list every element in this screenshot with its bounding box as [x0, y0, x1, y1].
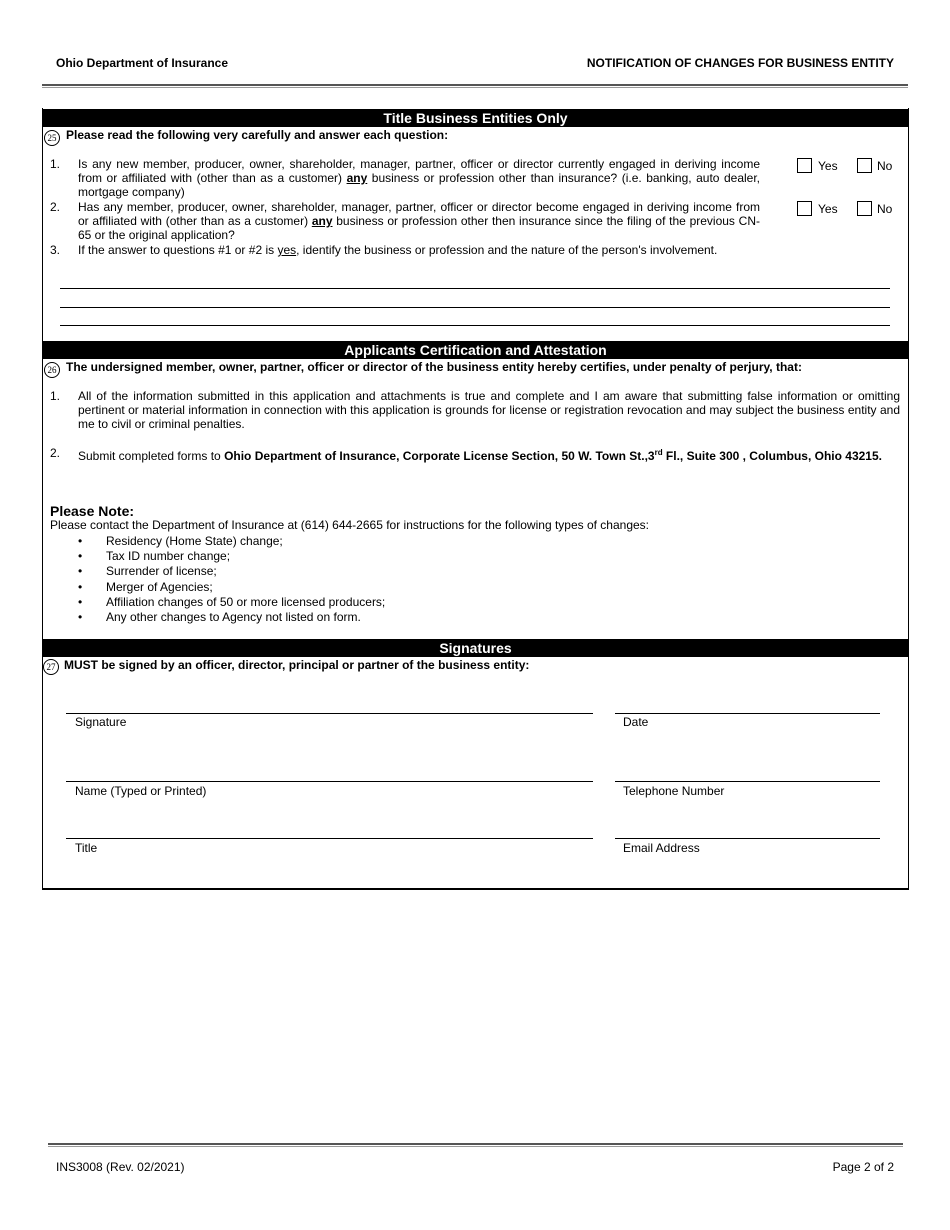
footer-divider: [48, 1143, 903, 1147]
question-3-text: If the answer to questions #1 or #2 is yes, identify the business or profession and the nature of the person's involvement.: [78, 243, 718, 257]
cert-item-1-text: All of the information submitted in this application and attachments is true and complete and I am aware that submitting false information or omitting pertinent or material information in connection with this application is grounds for license or registration revocation and may subject the business entity and me to civil or criminal penalties.: [78, 389, 900, 431]
header-divider: [42, 84, 908, 88]
q1-no-label: No: [877, 159, 893, 173]
list-item: • Any other changes to Agency not listed on form.: [78, 610, 385, 625]
question-number: 1.: [50, 157, 61, 171]
list-item: • Merger of Agencies;: [78, 580, 385, 595]
section-number-badge: 25: [44, 130, 60, 146]
note-text: Please contact the Department of Insurance at (614) 644-2665 for instructions for the following types of changes:: [50, 518, 650, 532]
signature-label: Signature: [75, 715, 127, 729]
section-cert-heading: Applicants Certification and Attestation: [42, 341, 909, 359]
section-title-heading: Title Business Entities Only: [42, 109, 909, 127]
question-2-text: Has any member, producer, owner, shareholder, manager, partner, officer or director become engaged in deriving income from or affiliated with (other than as a customer) any business or profession other then insurance since the filing of the previous CN-65 or the original application?: [78, 200, 760, 242]
cert-item-number: 1.: [50, 389, 61, 403]
q1-yes-checkbox[interactable]: [797, 158, 812, 173]
email-label: Email Address: [623, 841, 700, 855]
answer-line[interactable]: [60, 307, 890, 308]
list-item: • Surrender of license;: [78, 564, 385, 579]
title-label: Title: [75, 841, 98, 855]
cert-item-2-text: Submit completed forms to Ohio Department of Insurance, Corporate License Section, 50 W. Town St.,3rd Fl., Suite 300 , Columbus, Ohio 43215.: [78, 448, 882, 463]
list-item: • Tax ID number change;: [78, 549, 385, 564]
header-agency: Ohio Department of Insurance: [56, 56, 229, 70]
name-label: Name (Typed or Printed): [75, 784, 207, 798]
section-number-badge: 26: [44, 362, 60, 378]
telephone-label: Telephone Number: [623, 784, 725, 798]
question-number: 3.: [50, 243, 61, 257]
answer-line[interactable]: [60, 325, 890, 326]
q2-no-label: No: [877, 202, 893, 216]
section-intro: The undersigned member, owner, partner, officer or director of the business entity hereby certifies, under penalty of perjury, that:: [66, 360, 802, 374]
q2-no-checkbox[interactable]: [857, 201, 872, 216]
section-intro: MUST be signed by an officer, director, principal or partner of the business entity:: [64, 658, 530, 672]
date-label: Date: [623, 715, 649, 729]
email-line[interactable]: [615, 838, 880, 839]
signature-line[interactable]: [66, 713, 593, 714]
q2-yes-label: Yes: [818, 202, 838, 216]
header-form-title: NOTIFICATION OF CHANGES FOR BUSINESS ENTITY: [586, 56, 894, 70]
name-line[interactable]: [66, 781, 593, 782]
q1-no-checkbox[interactable]: [857, 158, 872, 173]
note-list: [78, 534, 385, 625]
date-line[interactable]: [615, 713, 880, 714]
telephone-line[interactable]: [615, 781, 880, 782]
list-item: • Affiliation changes of 50 or more licensed producers;: [78, 595, 385, 610]
q2-yes-checkbox[interactable]: [797, 201, 812, 216]
page-number: Page 2 of 2: [832, 1160, 894, 1174]
title-line[interactable]: [66, 838, 593, 839]
section-number-badge: 27: [43, 659, 59, 675]
cert-item-number: 2.: [50, 446, 61, 460]
note-title: Please Note:: [50, 503, 135, 519]
list-item: • Residency (Home State) change;: [78, 534, 385, 549]
form-number: INS3008 (Rev. 02/2021): [56, 1160, 185, 1174]
question-1-text: Is any new member, producer, owner, shareholder, manager, partner, officer or director currently engaged in deriving income from or affiliated with (other than as a customer) any business or profession other than insurance? (i.e. banking, auto dealer, mortgage company): [78, 157, 761, 199]
section-sig-heading: Signatures: [42, 639, 909, 657]
question-number: 2.: [50, 200, 61, 214]
section-intro: Please read the following very carefully and answer each question:: [66, 128, 449, 142]
answer-line[interactable]: [60, 288, 890, 289]
q1-yes-label: Yes: [818, 159, 838, 173]
